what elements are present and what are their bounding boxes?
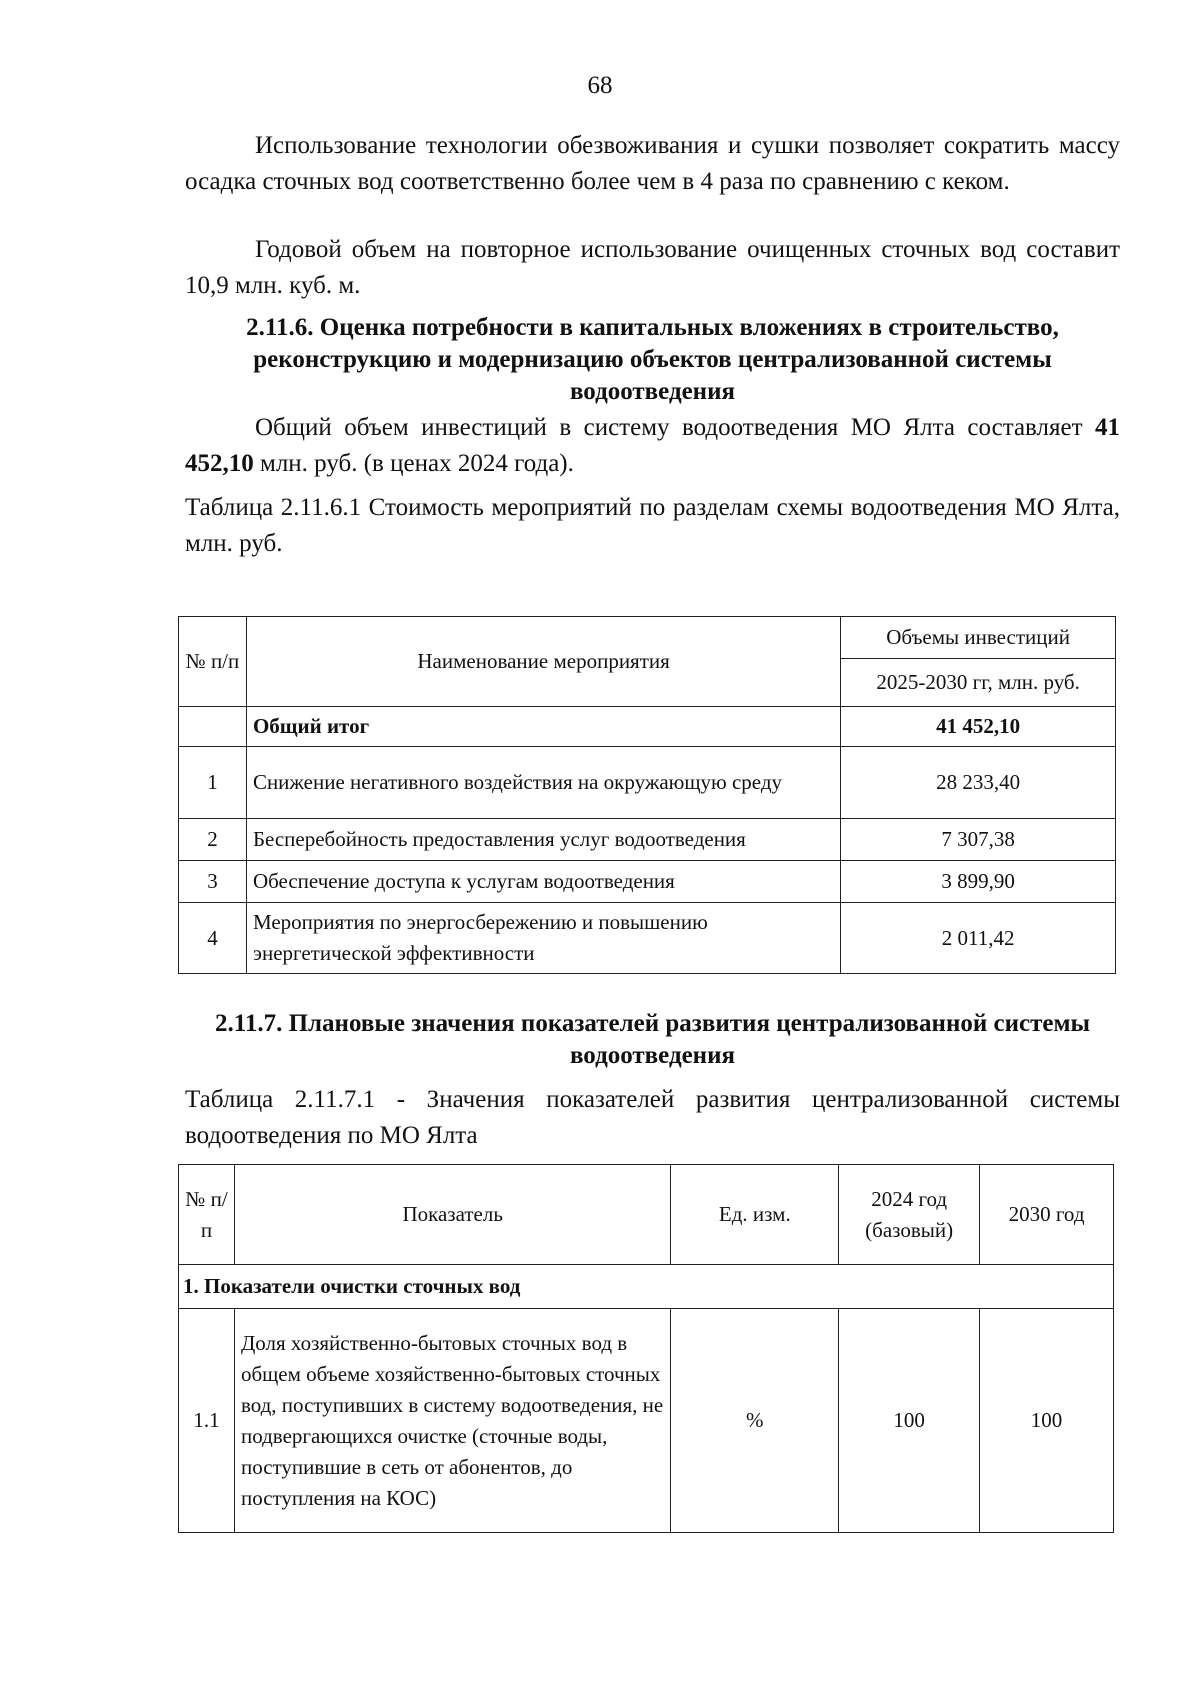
row-name: Снижение негативного воздействия на окружающую среду [246, 747, 840, 819]
col-header-indicator: Показатель [234, 1165, 670, 1265]
paragraph-dewatering: Использование технологии обезвоживания и сушки позволяет сократить массу осадка сточных вод соответственно более чем в 4 раза по сравнению с кеком. [185, 132, 1120, 195]
row-name: Бесперебойность предоставления услуг водоотведения [246, 819, 840, 861]
investment-text-prefix: Общий объем инвестиций в систему водоотведения МО Ялта составляет [255, 414, 1095, 441]
col-header-unit: Ед. изм. [671, 1165, 839, 1265]
row-value: 2 011,42 [841, 903, 1116, 974]
section-heading-2-11-7: 2.11.7. Плановые значения показателей развития централизованной системы водоотведения [214, 1010, 1091, 1069]
page-number: 68 [587, 72, 613, 99]
row-value: 7 307,38 [841, 819, 1116, 861]
investment-table [178, 616, 1116, 974]
row-number: 1.1 [179, 1309, 235, 1533]
col-header-number: № п/п [179, 1165, 235, 1265]
row-value-2024: 100 [839, 1309, 980, 1533]
total-label: Общий итог [246, 707, 840, 747]
investment-total-value: 41 452,10 [185, 414, 1120, 477]
table-row [179, 819, 1116, 861]
paragraph-reuse-volume: Годовой объем на повторное использование очищенных сточных вод составит 10,9 млн. куб. м. [185, 236, 1120, 299]
row-name: Обеспечение доступа к услугам водоотведения [246, 861, 840, 903]
row-number: 2 [179, 819, 247, 861]
table-row [179, 747, 1116, 819]
col-header-name: Наименование мероприятия [246, 617, 840, 707]
col-header-2024: 2024 год (базовый) [839, 1165, 980, 1265]
table-row [179, 861, 1116, 903]
total-value: 41 452,10 [841, 707, 1116, 747]
row-unit: % [671, 1309, 839, 1533]
table-caption-2-11-6-1: Таблица 2.11.6.1 Стоимость мероприятий по разделам схемы водоотведения МО Ялта, млн. руб. [185, 494, 1120, 557]
indicators-table [178, 1164, 1114, 1533]
table-row-total [179, 707, 1116, 747]
col-header-investment: Объемы инвестиций [841, 617, 1116, 659]
row-value: 3 899,90 [841, 861, 1116, 903]
row-value-2030: 100 [980, 1309, 1114, 1533]
paragraph-total-investment [185, 410, 1120, 482]
row-name: Мероприятия по энергосбережению и повышению энергетической эффективности [246, 903, 840, 974]
row-indicator: Доля хозяйственно-бытовых сточных вод в общем объеме хозяйственно-бытовых сточных вод, поступивших в систему водоотведения, не подвергающихся очистке (сточные воды, поступившие в сеть от абонентов, до поступления на КОС) [234, 1309, 670, 1533]
section-heading-2-11-6: 2.11.6. Оценка потребности в капитальных вложениях в строительство, реконструкцию и модернизацию объектов централизованной системы водоотведения [246, 314, 1059, 405]
group-label: 1. Показатели очистки сточных вод [179, 1265, 1114, 1309]
col-header-number: № п/п [179, 617, 247, 707]
col-header-2030: 2030 год [980, 1165, 1114, 1265]
row-number: 3 [179, 861, 247, 903]
investment-text-suffix: млн. руб. (в ценах 2024 года). [253, 450, 574, 477]
table-caption-2-11-7-1: Таблица 2.11.7.1 - Значения показателей развития централизованной системы водоотведения по МО Ялта [185, 1086, 1120, 1149]
row-value: 28 233,40 [841, 747, 1116, 819]
table-row [179, 903, 1116, 974]
row-number: 4 [179, 903, 247, 974]
table-group-row [179, 1265, 1114, 1309]
row-number: 1 [179, 747, 247, 819]
total-num-cell [179, 707, 247, 747]
table-row [179, 1309, 1114, 1533]
col-header-period: 2025-2030 гг, млн. руб. [841, 659, 1116, 707]
